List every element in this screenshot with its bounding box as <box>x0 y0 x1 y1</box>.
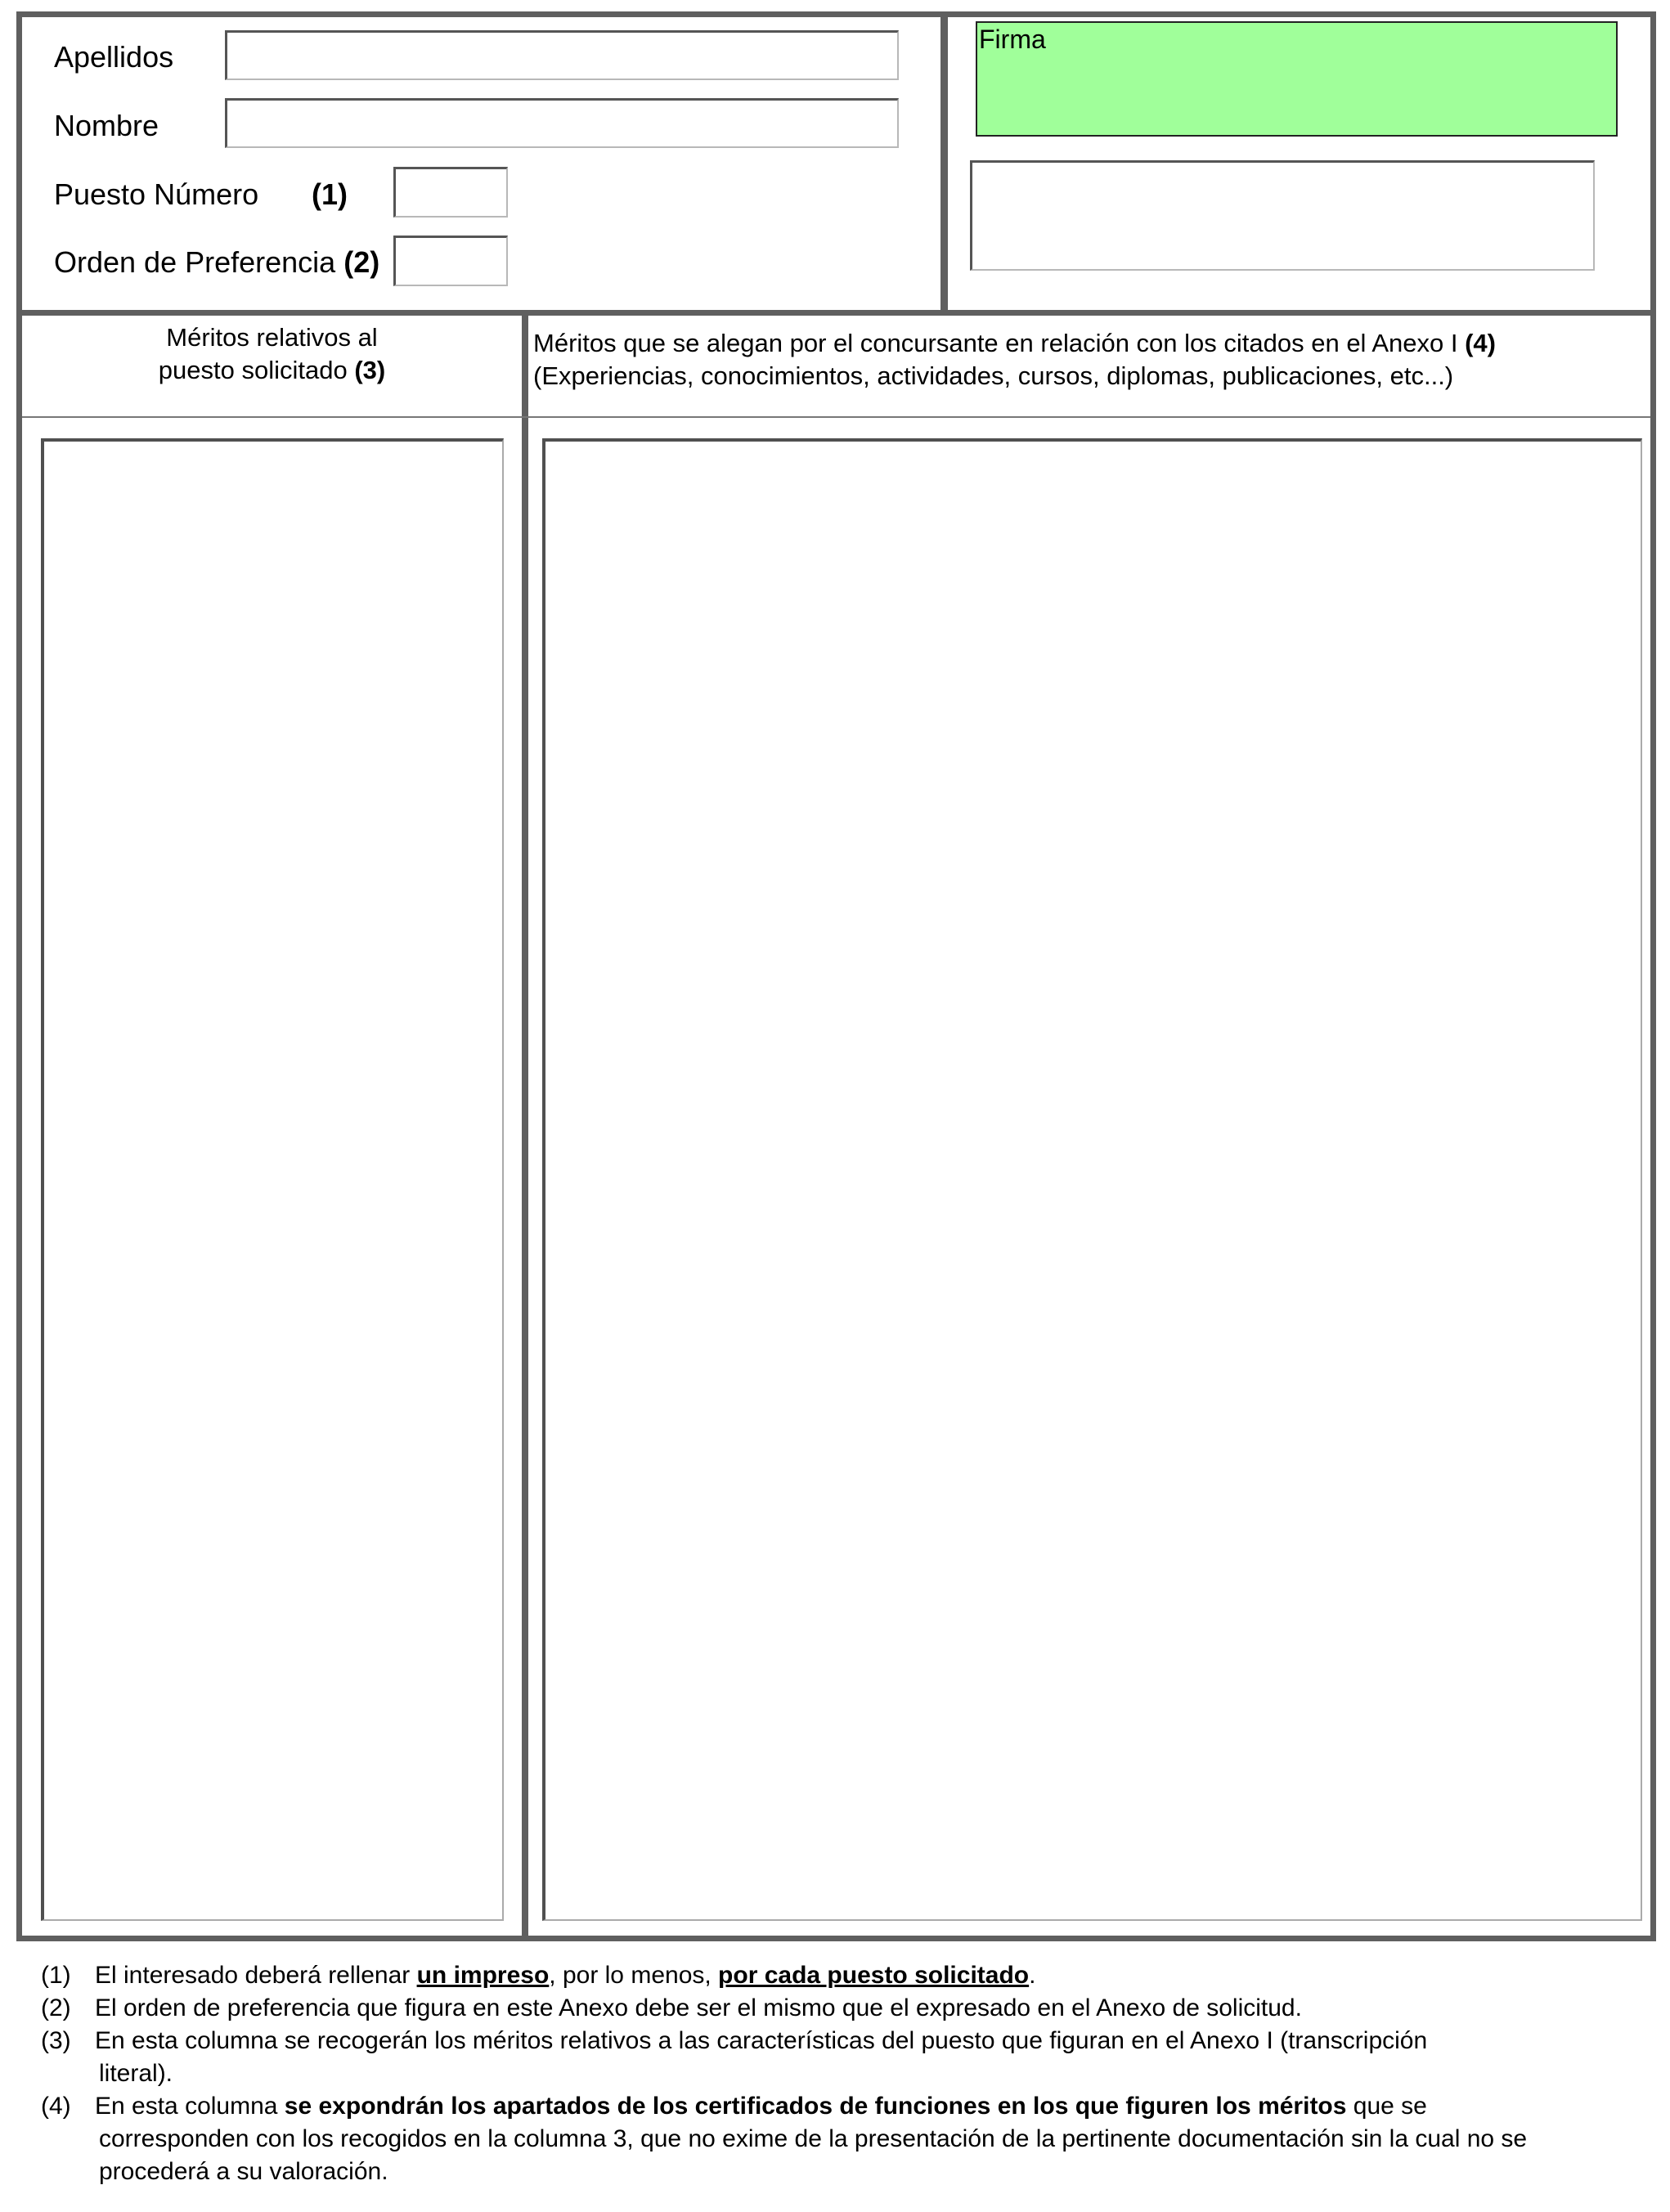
col2-header <box>533 327 1645 393</box>
footnote-4: (4) En esta columna se expondrán los apartados de los certificados de funciones en los que figuren los méritos que se <box>41 2093 1427 2120</box>
signature-label: Firma <box>979 25 1046 54</box>
footnote-3-cont: literal). <box>99 2060 173 2087</box>
footnotes <box>41 1959 1644 2188</box>
footnote-2: (2) El orden de preferencia que figura en este Anexo debe ser el mismo que el expresado en el Anexo de solicitud. <box>41 1994 1302 2021</box>
col2-header-line1: Méritos que se alegan por el concursante en relación con los citados en el Anexo I <box>533 329 1458 357</box>
alleged-merits-textarea[interactable] <box>542 438 1642 1921</box>
col2-ref: (4) <box>1465 329 1496 357</box>
footnote-3: (3) En esta columna se recogerán los méritos relativos a las características del puesto que figuran en el Anexo I (transcripción <box>41 2027 1428 2054</box>
post-number-label: Puesto Número <box>54 177 259 211</box>
col1-header-line1: Méritos relativos al <box>166 323 378 352</box>
col1-ref: (3) <box>354 356 386 384</box>
preference-field[interactable] <box>393 236 508 286</box>
col1-header <box>22 321 522 387</box>
col2-header-line2: (Experiencias, conocimientos, actividades, cursos, diplomas, publicaciones, etc...) <box>533 361 1454 390</box>
surname-field[interactable] <box>225 30 899 80</box>
post-number-field[interactable] <box>393 167 508 218</box>
footnote-1: (1) El interesado deberá rellenar un impreso, por lo menos, por cada puesto solicitado. <box>41 1962 1036 1989</box>
preference-label: Orden de Preferencia <box>54 245 336 279</box>
header-divider <box>22 416 1650 418</box>
footnote-4-cont1: corresponden con los recogidos en la columna 3, que no exime de la presentación de la pertinente documentación sin la cual no se <box>99 2125 1528 2152</box>
footnote-4-cont2: procederá a su valoración. <box>99 2158 388 2185</box>
surname-label: Apellidos <box>54 40 174 74</box>
signature-box[interactable] <box>976 21 1618 137</box>
name-field[interactable] <box>225 98 899 148</box>
preference-ref: (2) <box>343 245 380 279</box>
signature-field[interactable] <box>970 160 1595 271</box>
post-merits-textarea[interactable] <box>41 438 504 1921</box>
name-label: Nombre <box>54 109 159 142</box>
col1-header-line2: puesto solicitado <box>158 356 348 384</box>
column-divider <box>522 316 528 1936</box>
post-number-ref: (1) <box>312 177 348 211</box>
